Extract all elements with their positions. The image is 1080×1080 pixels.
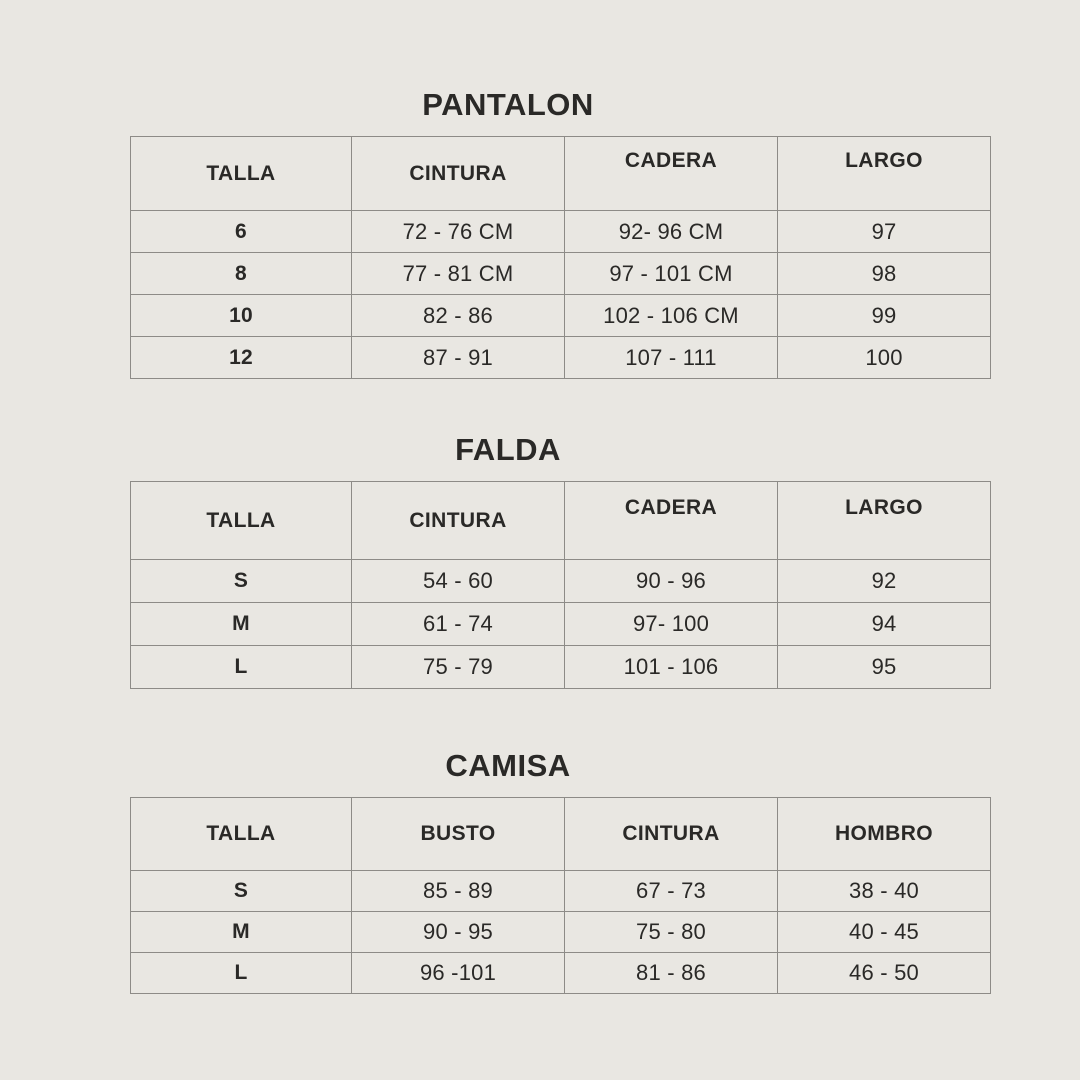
measure-cell: 67 - 73 bbox=[565, 871, 778, 912]
header-cell-cintura bbox=[565, 798, 778, 871]
camisa-section bbox=[130, 749, 990, 994]
size-cell: M bbox=[131, 603, 352, 646]
header-label: TALLA bbox=[206, 822, 276, 845]
measure-cell: 61 - 74 bbox=[352, 603, 565, 646]
size-cell: 12 bbox=[131, 337, 352, 379]
measure-cell: 96 -101 bbox=[352, 953, 565, 994]
measure-cell: 102 - 106 CM bbox=[565, 295, 778, 337]
measure-cell: 81 - 86 bbox=[565, 953, 778, 994]
header-label: TALLA bbox=[206, 508, 276, 532]
table-row bbox=[131, 295, 991, 337]
header-cell-cadera bbox=[565, 137, 778, 211]
table-row bbox=[131, 253, 991, 295]
measure-cell: 99 bbox=[778, 295, 991, 337]
measure-cell: 54 - 60 bbox=[352, 560, 565, 603]
measure-cell: 85 - 89 bbox=[352, 871, 565, 912]
measure-cell: 97 bbox=[778, 211, 991, 253]
measure-cell: 87 - 91 bbox=[352, 337, 565, 379]
header-cell-cintura bbox=[352, 137, 565, 211]
header-row bbox=[131, 482, 991, 560]
measure-cell: 38 - 40 bbox=[778, 871, 991, 912]
header-cell-talla bbox=[131, 798, 352, 871]
measure-cell: 101 - 106 bbox=[565, 646, 778, 689]
size-cell: L bbox=[131, 953, 352, 994]
header-cell-talla bbox=[131, 482, 352, 560]
size-cell: 6 bbox=[131, 211, 352, 253]
size-cell: S bbox=[131, 560, 352, 603]
header-row bbox=[131, 798, 991, 871]
header-cell-hombro bbox=[778, 798, 991, 871]
header-cell-cintura bbox=[352, 482, 565, 560]
section-title-camisa: CAMISA bbox=[445, 748, 571, 783]
table-row bbox=[131, 337, 991, 379]
measure-cell: 90 - 95 bbox=[352, 912, 565, 953]
header-label: HOMBRO bbox=[834, 822, 934, 845]
measure-cell: 90 - 96 bbox=[565, 560, 778, 603]
falda-table bbox=[130, 481, 991, 689]
measure-cell: 94 bbox=[778, 603, 991, 646]
pantalon-section bbox=[130, 88, 990, 379]
table-row bbox=[131, 646, 991, 689]
camisa-table bbox=[130, 797, 991, 994]
header-label: CADERA bbox=[624, 148, 718, 172]
header-label: BUSTO bbox=[420, 822, 496, 845]
header-cell-talla bbox=[131, 137, 352, 211]
header-label: CINTURA bbox=[409, 161, 507, 185]
size-cell: L bbox=[131, 646, 352, 689]
header-cell-largo bbox=[778, 137, 991, 211]
measure-cell: 92 bbox=[778, 560, 991, 603]
header-cell-cadera bbox=[565, 482, 778, 560]
size-cell: S bbox=[131, 871, 352, 912]
measure-cell: 82 - 86 bbox=[352, 295, 565, 337]
table-row bbox=[131, 953, 991, 994]
measure-cell: 95 bbox=[778, 646, 991, 689]
measure-cell: 98 bbox=[778, 253, 991, 295]
size-cell: M bbox=[131, 912, 352, 953]
header-cell-busto bbox=[352, 798, 565, 871]
measure-cell: 97- 100 bbox=[565, 603, 778, 646]
measure-cell: 100 bbox=[778, 337, 991, 379]
section-title-pantalon: PANTALON bbox=[422, 87, 594, 122]
measure-cell: 92- 96 CM bbox=[565, 211, 778, 253]
header-label: CADERA bbox=[624, 495, 718, 519]
table-row bbox=[131, 871, 991, 912]
header-label: LARGO bbox=[845, 148, 923, 172]
measure-cell: 40 - 45 bbox=[778, 912, 991, 953]
table-row bbox=[131, 560, 991, 603]
measure-cell: 75 - 80 bbox=[565, 912, 778, 953]
measure-cell: 97 - 101 CM bbox=[565, 253, 778, 295]
header-cell-largo bbox=[778, 482, 991, 560]
table-row bbox=[131, 912, 991, 953]
measure-cell: 46 - 50 bbox=[778, 953, 991, 994]
size-cell: 8 bbox=[131, 253, 352, 295]
section-title-falda: FALDA bbox=[455, 432, 561, 467]
header-label: CINTURA bbox=[409, 508, 507, 532]
header-label: CINTURA bbox=[622, 822, 720, 845]
measure-cell: 77 - 81 CM bbox=[352, 253, 565, 295]
measure-cell: 72 - 76 CM bbox=[352, 211, 565, 253]
pantalon-table bbox=[130, 136, 991, 379]
size-cell: 10 bbox=[131, 295, 352, 337]
measure-cell: 107 - 111 bbox=[565, 337, 778, 379]
measure-cell: 75 - 79 bbox=[352, 646, 565, 689]
header-row bbox=[131, 137, 991, 211]
header-label: LARGO bbox=[845, 495, 923, 519]
falda-section bbox=[130, 433, 990, 689]
table-row bbox=[131, 603, 991, 646]
header-label: TALLA bbox=[206, 161, 276, 185]
table-row bbox=[131, 211, 991, 253]
